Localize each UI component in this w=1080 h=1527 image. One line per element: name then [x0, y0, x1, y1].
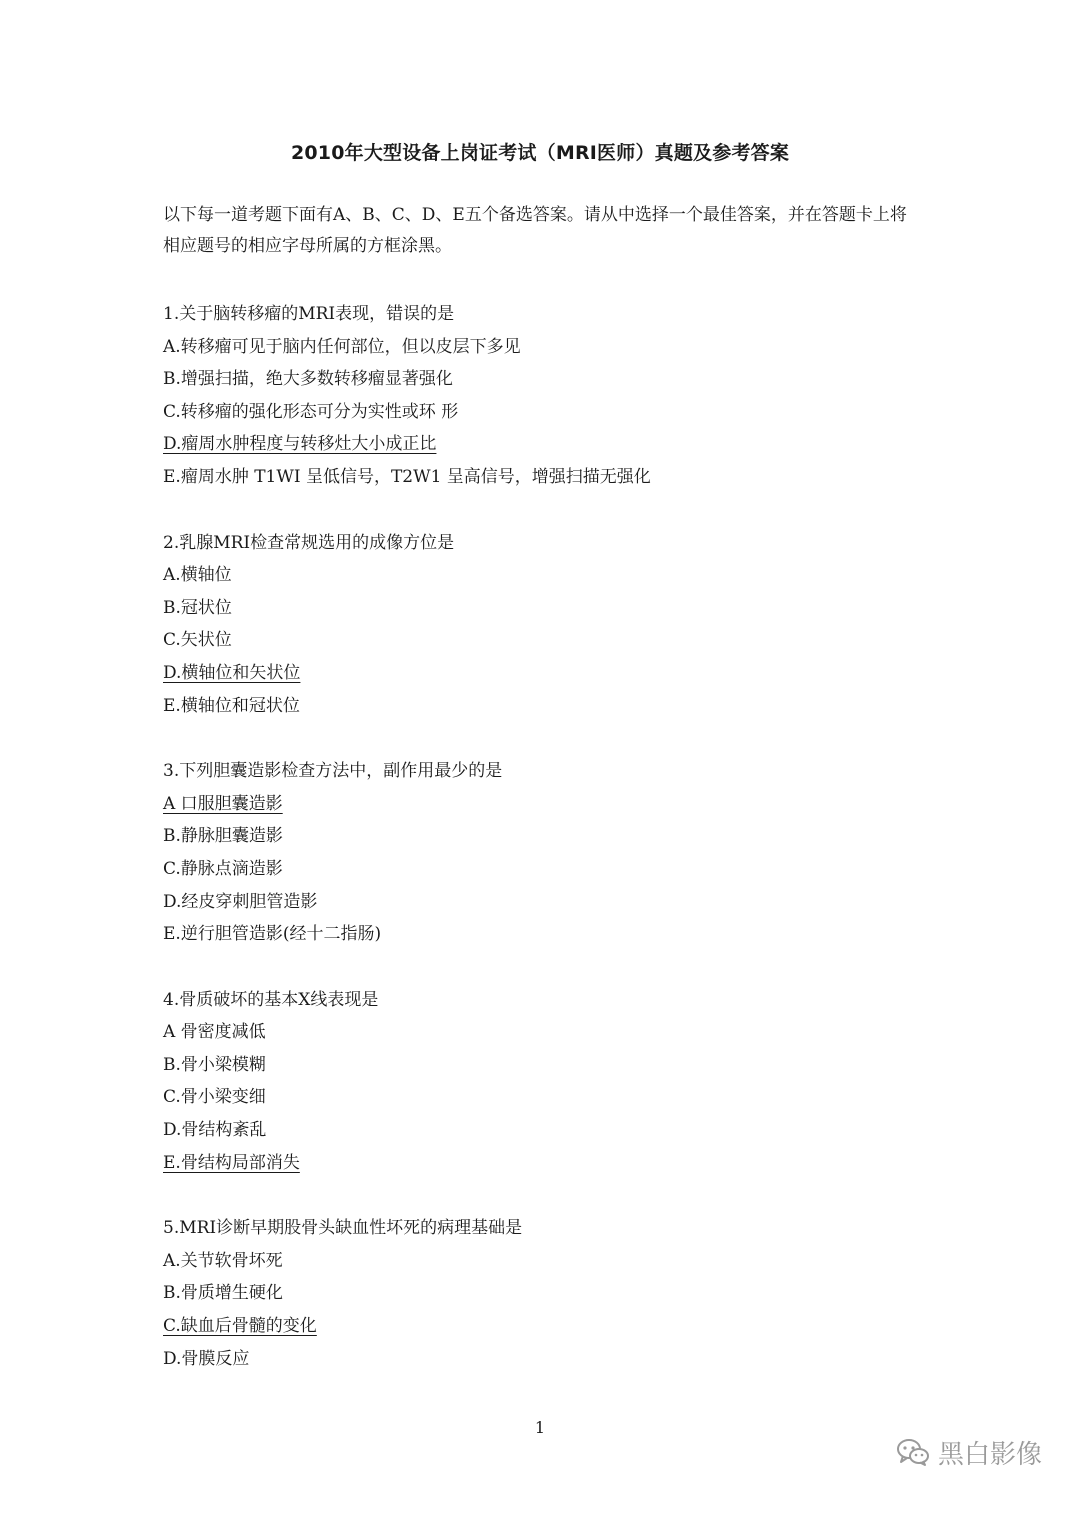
answer-option — [163, 428, 923, 461]
question-stem: 3.下列胆囊造影检查方法中，副作用最少的是 — [163, 761, 503, 782]
question-stem: 2.乳腺MRI检查常规选用的成像方位是 — [163, 532, 455, 553]
option — [163, 820, 923, 853]
option — [163, 559, 923, 592]
option — [163, 1049, 923, 1082]
option-text: C.矢状位 — [163, 630, 232, 651]
option-text: E.骨结构局部消失 — [163, 1152, 300, 1173]
option — [163, 363, 923, 396]
option — [163, 886, 923, 919]
option-text: B.静脉胆囊造影 — [163, 826, 283, 847]
question-3 — [163, 755, 923, 951]
answer-option — [163, 1147, 923, 1180]
option — [163, 624, 923, 657]
option-text: C.骨小梁变细 — [163, 1087, 266, 1108]
option — [163, 1343, 923, 1376]
option — [163, 1081, 923, 1114]
document-title: 2010年大型设备上岗证考试（MRI医师）真题及参考答案 — [290, 142, 790, 164]
option-text: A 口服胆囊造影 — [163, 793, 283, 814]
question-4 — [163, 984, 923, 1180]
option-text: D.骨膜反应 — [163, 1348, 250, 1369]
option — [163, 461, 923, 494]
question-stem: 4.骨质破坏的基本X线表现是 — [163, 989, 379, 1010]
option — [163, 918, 923, 951]
option — [163, 1016, 923, 1049]
option-text: D.经皮穿刺胆管造影 — [163, 891, 318, 912]
watermark — [896, 1432, 1042, 1472]
answer-option — [163, 1310, 923, 1343]
question-stem: 5.MRI诊断早期股骨头缺血性坏死的病理基础是 — [163, 1218, 523, 1239]
option-text: A 骨密度减低 — [163, 1022, 266, 1043]
option — [163, 592, 923, 625]
option-text: E.瘤周水肿 T1WI 呈低信号，T2W1 呈高信号，增强扫描无强化 — [163, 466, 651, 487]
answer-option — [163, 788, 923, 821]
option-text: B.骨质增生硬化 — [163, 1283, 283, 1304]
option-text: A.转移瘤可见于脑内任何部位，但以皮层下多见 — [163, 336, 521, 357]
option-text: A.关节软骨坏死 — [163, 1250, 283, 1271]
option-text: B.增强扫描，绝大多数转移瘤显著强化 — [163, 369, 453, 390]
option-text: B.骨小梁模糊 — [163, 1054, 266, 1075]
question-stem: 1.关于脑转移瘤的MRI表现，错误的是 — [163, 304, 455, 324]
option-text: C.缺血后骨髓的变化 — [163, 1316, 317, 1337]
option — [163, 396, 923, 429]
option-text: D.横轴位和矢状位 — [163, 662, 301, 683]
question-list — [163, 298, 923, 1408]
option — [163, 690, 923, 723]
option-text: B.冠状位 — [163, 597, 232, 618]
option-text: C.静脉点滴造影 — [163, 858, 283, 879]
question-2 — [163, 527, 923, 723]
option-text: C.转移瘤的强化形态可分为实性或环 形 — [163, 401, 459, 422]
option — [163, 1277, 923, 1310]
option-text: D.骨结构紊乱 — [163, 1120, 267, 1141]
option-text: E.逆行胆管造影(经十二指肠) — [163, 924, 382, 945]
option — [163, 1245, 923, 1278]
watermark-text: 黑白影像 — [938, 1439, 1043, 1470]
question-1 — [163, 298, 923, 494]
wechat-icon — [896, 1437, 930, 1467]
option — [163, 1114, 923, 1147]
page-number: 1 — [534, 1418, 546, 1437]
option-text: E.横轴位和冠状位 — [163, 695, 300, 716]
question-5 — [163, 1212, 923, 1375]
instructions-text: 以下每一道考题下面有A、B、C、D、E五个备选答案。请从中选择一个最佳答案，并在答题卡上将相应题号的相应字母所属的方框涂黑。 — [163, 205, 907, 256]
option — [163, 853, 923, 886]
option-text: A.横轴位 — [163, 565, 232, 586]
answer-option — [163, 657, 923, 690]
option — [163, 331, 923, 364]
option-text: D.瘤周水肿程度与转移灶大小成正比 — [163, 434, 437, 455]
